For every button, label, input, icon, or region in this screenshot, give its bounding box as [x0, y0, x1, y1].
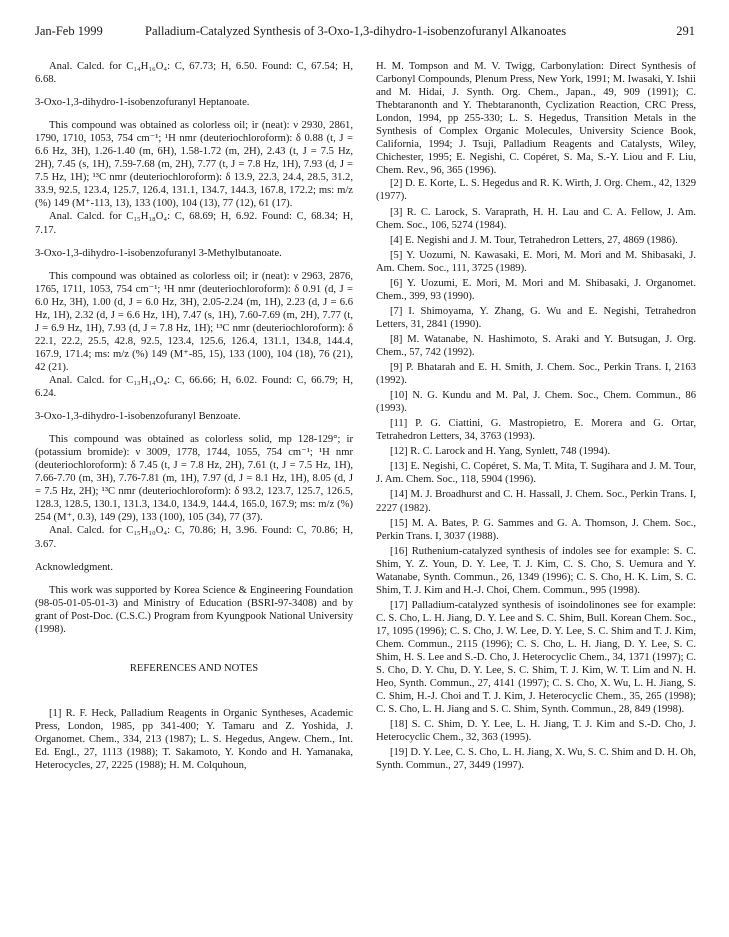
running-header — [35, 22, 695, 40]
references-heading: REFERENCES AND NOTES — [129, 662, 259, 674]
compound-description: This compound was obtained as colorless solid, mp 128-129°; ir (potassium bromide): ν 3009, 1778, 1744, 1055, 754 cm⁻¹; ¹H nmr (deuteriochloroform): δ 7.45 (t, J = 7.8 Hz, 2H), 7.61 (t, J = 7.5 Hz, 1H), 7.66-7.70 (m, 3H), 7.76-7.81 (m, 1H), 7.97 (d, J = 8.1 Hz, 1H), 8.05 (d, J = 7.5 Hz, 2H); ¹³C nmr (deuteriochloroform): δ 93.2, 123.7, 125.7, 126.5, 128.3, 128.5, 130.1, 131.3, 134.0, 134.9, 144.4, 165.0, 167.9; ms: m/z (%) 254 (M⁺, 0.3), 149 (29), 133 (100), 105 (34), 77 (37). — [35, 434, 353, 524]
reference-item: [7] I. Shimoyama, Y. Zhang, G. Wu and E. Negishi, Tetrahedron Letters, 31, 2841 (1990). — [376, 305, 696, 330]
compound-title: 3-Oxo-1,3-dihydro-1-isobenzofuranyl Benzoate. — [35, 411, 241, 423]
compound-description: This compound was obtained as colorless oil; ir (neat): ν 2963, 2876, 1765, 1711, 1053, 754 cm⁻¹; ¹H nmr (deuteriochloroform): δ 0.91 (d, J = 6.0 Hz, 3H), 1.00 (d, J = 6.0 Hz, 3H), 2.05-2.24 (m, 1H), 2.23 (d, J = 6.6 Hz, 1H), 2.32 (d, J = 6.6 Hz, 1H), 7.47 (s, 1H), 7.60-7.69 (m, 2H), 7.77 (t, J = 6.9 Hz, 1H), 7.93 (d, J = 7.8 Hz, 1H); ¹³C nmr (deuteriochloroform): δ 22.1, 22.2, 25.5, 42.8, 92.5, 123.4, 125.6, 126.4, 131.1, 134.8, 144.4, 167.9, 171.4; ms: m/z (%) 149 (M⁺-85, 15), 133 (100), 104 (18), 76 (21), 42 (21). — [35, 270, 353, 373]
reference-item: [11] P. G. Ciattini, G. Mastropietro, E. Morera and G. Ortar, Tetrahedron Letters, 34, 3763 (1993). — [376, 418, 696, 443]
reference-item: [18] S. C. Shim, D. Y. Lee, L. H. Jiang, T. J. Kim and S.-D. Cho, J. Heterocyclic Chem., 32, 363 (1995). — [376, 719, 696, 744]
compound-title: 3-Oxo-1,3-dihydro-1-isobenzofuranyl Heptanoate. — [35, 97, 250, 109]
analysis-paragraph: Anal. Calcd. for C₁₅H₁₀O₄: C, 70.86; H, 3.96. Found: C, 70.86; H, 3.67. — [35, 525, 353, 550]
reference-item: [16] Ruthenium-catalyzed synthesis of indoles see for example: S. C. Shim, Y. Z. Youn, D. Y. Lee, T. J. Kim, C. S. Cho, S. Uemura and Y. Watanabe, Synth. Commun., 26, 1349 (1996); C. S. Cho, H. K. Lim, S. C. Shim, T. J. Kim and H.-J. Choi, Chem. Commun., 995 (1998). — [376, 545, 696, 596]
compound-title: 3-Oxo-1,3-dihydro-1-isobenzofuranyl 3-Methylbutanoate. — [35, 247, 282, 259]
right-column — [376, 60, 696, 772]
header-date: Jan-Feb 1999 — [35, 24, 103, 38]
analysis-paragraph: Anal. Calcd. for C₁₄H₁₆O₄: C, 67.73; H, 6.50. Found: C, 67.54; H, 6.68. — [35, 61, 353, 86]
reference-item: [2] D. E. Korte, L. S. Hegedus and R. K. Wirth, J. Org. Chem., 42, 1329 (1977). — [376, 178, 696, 203]
header-title: Palladium-Catalyzed Synthesis of 3-Oxo-1,3-dihydro-1-isobenzofuranyl Alkanoates — [145, 24, 567, 38]
reference-item: [14] M. J. Broadhurst and C. H. Hassall, J. Chem. Soc., Perkin Trans. I, 2227 (1982). — [376, 489, 696, 514]
reference-item: [15] M. A. Bates, P. G. Sammes and G. A. Thomson, J. Chem. Soc., Perkin Trans. I, 3037 (1988). — [376, 517, 696, 542]
acknowledgment-title: Acknowledgment. — [35, 561, 113, 573]
page-number: 291 — [676, 24, 695, 38]
reference-item: [19] D. Y. Lee, C. S. Cho, L. H. Jiang, X. Wu, S. C. Shim and D. H. Oh, Synth. Commun., 27, 3449 (1997). — [376, 747, 696, 772]
left-column — [35, 60, 353, 772]
analysis-paragraph: Anal. Calcd. for C₁₅H₁₈O₄: C, 68.69; H, 6.92. Found: C, 68.34; H, 7.17. — [35, 211, 353, 236]
reference-item: [17] Palladium-catalyzed synthesis of isoindolinones see for example: C. S. Cho, L. H. Jiang, D. Y. Lee and S. C. Shim, Bull. Korean Chem. Soc., 17, 1095 (1996); C. S. Cho, J. W. Lee, D. Y. Lee, S. C. Shim and T. J. Kim, Chem. Commun., 2115 (1996); C. S. Cho, L. H. Jiang, D. Y. Lee, S. C. Shim, H. S. Lee and S.-D. Cho, J. Heterocyclic Chem., 34, 1371 (1997); C. S. Cho, D. Y. Chu, D. Y. Lee, S. C. Shim, T. J. Kim, W. T. Lim and N. H. Heo, Synth. Commun., 27, 4141 (1997); C. S. Cho, X. Wu, L. H. Jiang, S. C. Shim, H.-J. Choi and T. J. Kim, J. Heterocyclic Chem., 35, 265 (1998); C. S. Cho, L. H. Jiang and S. C. Shim, Synth. Commun., 28, 849 (1998). — [376, 599, 696, 716]
analysis-paragraph: Anal. Calcd. for C₁₃H₁₄O₄: C, 66.66; H, 6.02. Found: C, 66.79; H, 6.24. — [35, 374, 353, 400]
compound-description: This compound was obtained as colorless oil; ir (neat): ν 2930, 2861, 1790, 1710, 1053, 754 cm⁻¹; ¹H nmr (deuteriochloroform): δ 0.88 (t, J = 6.6 Hz, 3H), 1.26-1.40 (m, 6H), 1.58-1.72 (m, 2H), 2.43 (t, J = 7.5 Hz, 2H), 7.45 (s, 1H), 7.59-7.68 (m, 2H), 7.77 (t, J = 7.8 Hz, 1H), 7.93 (d, J = 7.5 Hz, 1H); ¹³C nmr (deuteriochloroform): δ 13.9, 22.3, 24.4, 28.5, 31.2, 33.9, 92.5, 123.4, 125.7, 126.4, 131.1, 134.7, 144.3, 167.8, 172.2; ms: m/z (%) 149 (M⁺-113, 13), 133 (100), 104 (13), 77 (12), 61 (17). — [35, 120, 353, 210]
reference-item: [9] P. Bhatarah and E. H. Smith, J. Chem. Soc., Perkin Trans. I, 2163 (1992). — [376, 362, 696, 387]
reference-item: [5] Y. Uozumi, N. Kawasaki, E. Mori, M. Mori and M. Shibasaki, J. Am. Chem. Soc., 111, 3725 (1989). — [376, 249, 696, 274]
reference-item: [10] N. G. Kundu and M. Pal, J. Chem. Soc., Chem. Commun., 86 (1993). — [376, 390, 696, 415]
reference-item: [13] E. Negishi, C. Copéret, S. Ma, T. Mita, T. Sugihara and J. M. Tour, J. Am. Chem. Soc., 118, 5904 (1996). — [376, 461, 696, 486]
acknowledgment-text: This work was supported by Korea Science & Engineering Foundation (98-05-01-05-01-3) and Ministry of Education (BSRI-97-3408) and by grant of Post-Doc. (C.S.C.) Program from Kyungpook National University (1998). — [35, 584, 353, 635]
reference-item: [8] M. Watanabe, N. Hashimoto, S. Araki and Y. Butsugan, J. Org. Chem., 57, 742 (1992). — [376, 333, 696, 358]
reference-continuation: H. M. Tompson and M. V. Twigg, Carbonylation: Direct Synthesis of Carbonyl Compounds, Plenum Press, New York, 1991; M. Iwasaki, Y. Ishii and M. Hidai, J. Synth. Org. Chem., Japan., 49, 909 (1991); C. Thebtaranonth and Y. Thebtaranonth, Cyclization Reaction, CRC Press, London, 1994, pp 255-330; L. S. Hegedus, Transition Metals in the Synthesis of Complex Organic Molecules, University Science Book, California, 1994; J. Tsuji, Palladium Reagents and Catalysts, Wiley, Chichester, 1995; E. Negishi, C. Copéret, S. Ma, S.-Y. Liou and F. Liu, Chem. Rev., 96, 365 (1996). — [376, 61, 696, 177]
reference-item: [1] R. F. Heck, Palladium Reagents in Organic Syntheses, Academic Press, London, 1985, pp 341-400; Y. Tamaru and Z. Yoshida, J. Organomet. Chem., 334, 213 (1987); L. S. Hegedus, Angew. Chem., Int. Ed. Engl., 27, 1113 (1988); T. Sakamoto, Y. Kondo and H. Yamanaka, Heterocycles, 27, 2225 (1988); H. M. Colquhoun, — [35, 707, 353, 772]
reference-item: [4] E. Negishi and J. M. Tour, Tetrahedron Letters, 27, 4869 (1986). — [390, 234, 678, 246]
reference-item: [12] R. C. Larock and H. Yang, Synlett, 748 (1994). — [390, 446, 611, 458]
reference-item: [3] R. C. Larock, S. Varaprath, H. H. Lau and C. A. Fellow, J. Am. Chem. Soc., 106, 5274 (1984). — [376, 206, 696, 231]
reference-item: [6] Y. Uozumi, E. Mori, M. Mori and M. Shibasaki, J. Organomet. Chem., 399, 93 (1990). — [376, 277, 696, 302]
